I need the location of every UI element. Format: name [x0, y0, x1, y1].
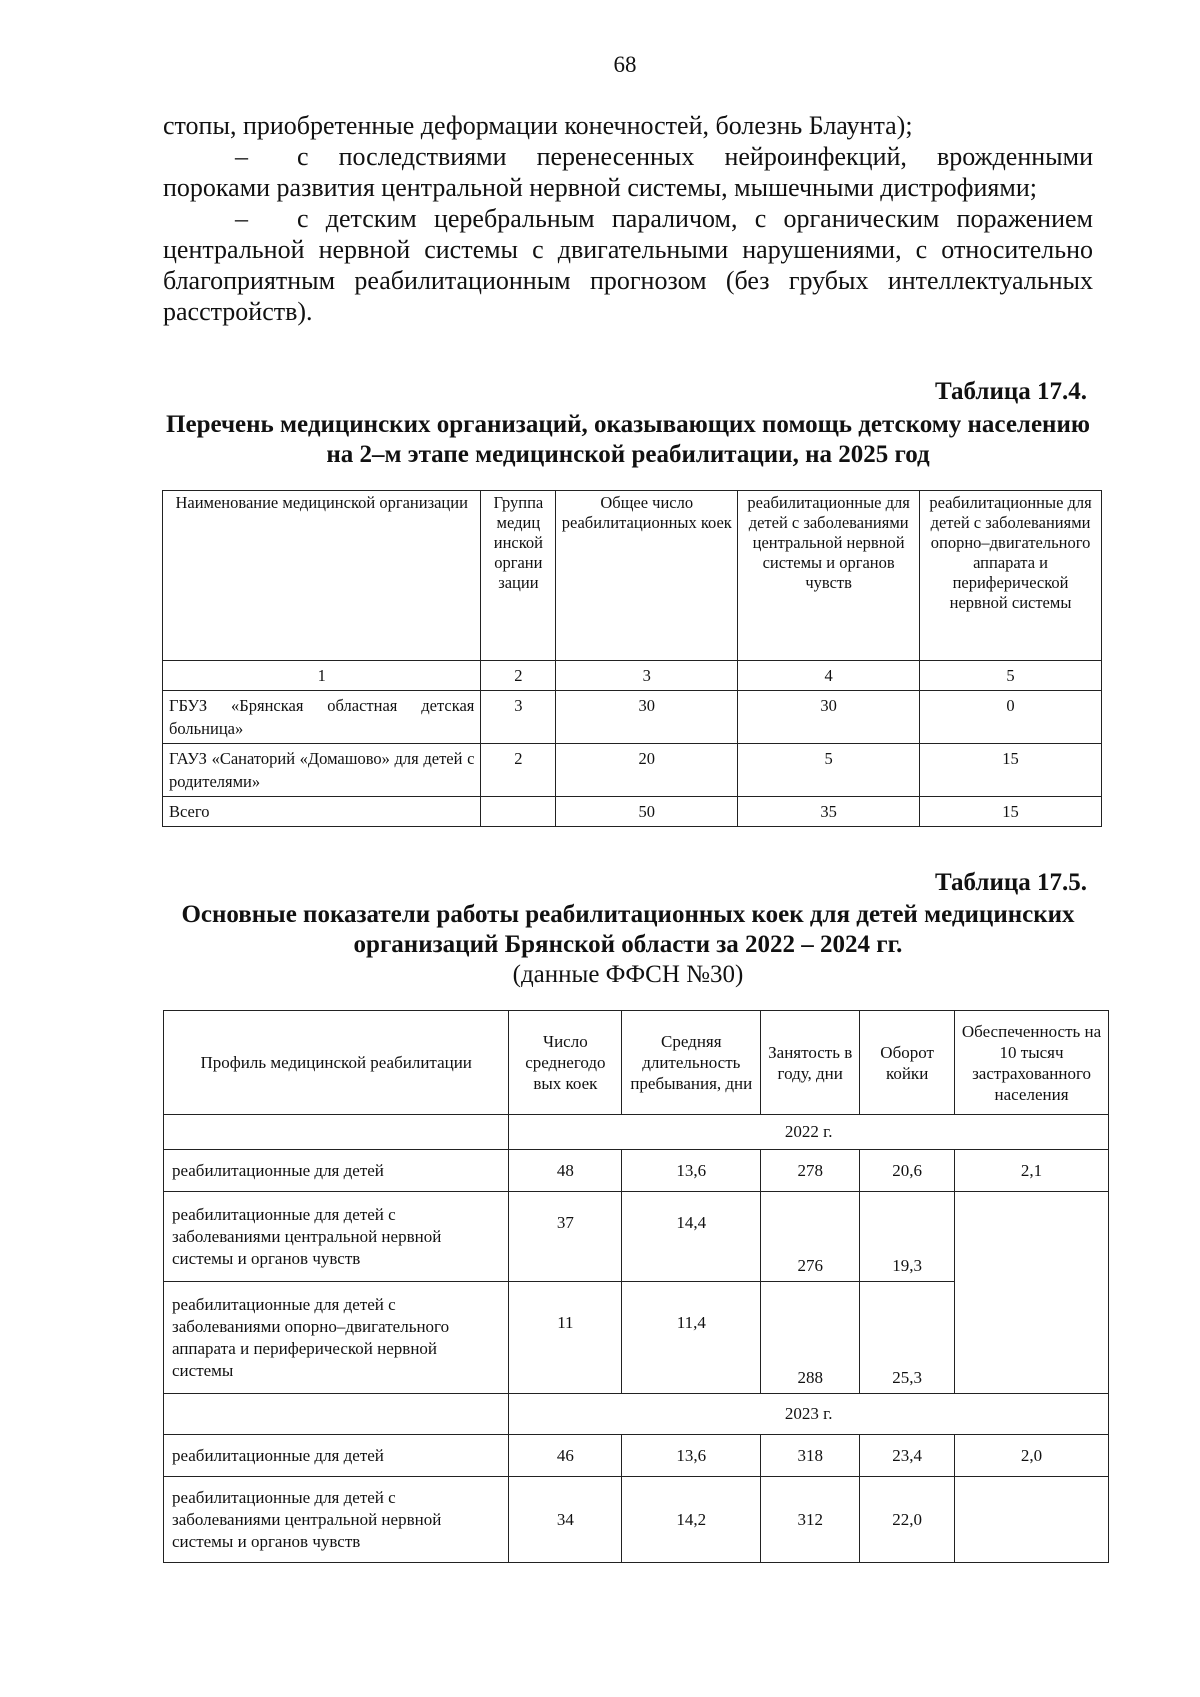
- table-row: [164, 1435, 1109, 1477]
- column-header: Занятость в году, дни: [761, 1011, 860, 1115]
- empty-cell: [164, 1115, 509, 1150]
- org-name: ГАУЗ «Санаторий «Домашово» для детей с родителями»: [163, 744, 481, 797]
- table-row: [164, 1150, 1109, 1192]
- cns-beds: 30: [738, 691, 920, 744]
- table-17-4: [162, 490, 1102, 827]
- table-row: [164, 1477, 1109, 1563]
- column-number: 3: [556, 661, 738, 691]
- occupancy-value: 318: [761, 1435, 860, 1477]
- stay-value: 14,2: [622, 1477, 761, 1563]
- turnover-value: 25,3: [860, 1282, 955, 1394]
- intro-text: [163, 110, 1093, 327]
- intro-item-1: – с последствиями перенесенных нейроинфекций, врожденными пороками развития центральной нервной системы, мышечными дистрофиями;: [163, 142, 1093, 202]
- oda-beds: 0: [920, 691, 1102, 744]
- org-group: 2: [481, 744, 556, 797]
- column-header: Группа медиц инской органи зации: [481, 491, 556, 661]
- stay-value: 13,6: [622, 1435, 761, 1477]
- table-row: [163, 691, 1102, 744]
- table1-title: Перечень медицинских организаций, оказывающих помощь детскому населению на 2–м этапе медицинской реабилитации, на 2025 год: [166, 411, 1090, 468]
- total-row: [163, 797, 1102, 827]
- table2-subtitle: (данные ФФСН №30): [512, 961, 744, 988]
- org-name: ГБУЗ «Брянская областная детская больница»: [163, 691, 481, 744]
- column-number-row: [163, 661, 1102, 691]
- table-17-5: [163, 1010, 1109, 1563]
- table2-caption: Таблица 17.5.: [934, 869, 1087, 896]
- turnover-value: 19,3: [860, 1192, 955, 1282]
- occupancy-value: 312: [761, 1477, 860, 1563]
- profile-name: реабилитационные для детей: [164, 1435, 509, 1477]
- org-group: [481, 797, 556, 827]
- oda-beds: 15: [920, 797, 1102, 827]
- occupancy-value: 276: [761, 1192, 860, 1282]
- column-header: Профиль медицинской реабилитации: [164, 1011, 509, 1115]
- oda-beds: 15: [920, 744, 1102, 797]
- column-header: Наименование медицинской организации: [163, 491, 481, 661]
- total-beds: 30: [556, 691, 738, 744]
- column-number: 5: [920, 661, 1102, 691]
- beds-value: 11: [509, 1282, 622, 1394]
- column-header: Общее число реабилитационных коек: [556, 491, 738, 661]
- table-header-row: [164, 1011, 1109, 1115]
- table2-title: Основные показатели работы реабилитационных коек для детей медицинских организаций Брянской области за 2022 – 2024 гг.: [181, 901, 1075, 958]
- table-row: [164, 1192, 1109, 1282]
- total-beds: 20: [556, 744, 738, 797]
- column-header: Число среднегодо вых коек: [509, 1011, 622, 1115]
- cns-beds: 5: [738, 744, 920, 797]
- supply-value: [955, 1477, 1109, 1563]
- table-header-row: [163, 491, 1102, 661]
- beds-value: 37: [509, 1192, 622, 1282]
- column-number: 4: [738, 661, 920, 691]
- supply-value: [955, 1192, 1109, 1394]
- stay-value: 14,4: [622, 1192, 761, 1282]
- intro-item-2: – с детским церебральным параличом, с органическим поражением центральной нервной системы с двигательными нарушениями, с относительно благоприятным реабилитационным прогнозом (без грубых интеллектуальных расстройств).: [163, 204, 1093, 326]
- table-row: [163, 744, 1102, 797]
- turnover-value: 23,4: [860, 1435, 955, 1477]
- supply-value: 2,0: [955, 1435, 1109, 1477]
- column-header: Обеспеченность на 10 тысяч застрахованного населения: [955, 1011, 1109, 1115]
- empty-cell: [164, 1394, 509, 1435]
- profile-name: реабилитационные для детей с заболеваниями опорно–двигательного аппарата и периферической нервной системы: [164, 1282, 509, 1394]
- occupancy-value: 278: [761, 1150, 860, 1192]
- beds-value: 34: [509, 1477, 622, 1563]
- column-header: Средняя длительность пребывания, дни: [622, 1011, 761, 1115]
- profile-name: реабилитационные для детей с заболеваниями центральной нервной системы и органов чувств: [164, 1477, 509, 1563]
- page-number: 68: [613, 52, 637, 77]
- profile-name: реабилитационные для детей с заболеваниями центральной нервной системы и органов чувств: [164, 1192, 509, 1282]
- beds-value: 48: [509, 1150, 622, 1192]
- beds-value: 46: [509, 1435, 622, 1477]
- column-header: реабилитационные для детей с заболеваниями опорно–двигательного аппарата и периферической нервной системы: [920, 491, 1102, 661]
- year-row: [164, 1115, 1109, 1150]
- intro-line: стопы, приобретенные деформации конечностей, болезнь Блаунта);: [163, 111, 913, 140]
- turnover-value: 22,0: [860, 1477, 955, 1563]
- stay-value: 13,6: [622, 1150, 761, 1192]
- supply-value: 2,1: [955, 1150, 1109, 1192]
- occupancy-value: 288: [761, 1282, 860, 1394]
- org-name: Всего: [163, 797, 481, 827]
- total-beds: 50: [556, 797, 738, 827]
- org-group: 3: [481, 691, 556, 744]
- cns-beds: 35: [738, 797, 920, 827]
- dash: –: [235, 204, 248, 233]
- column-number: 2: [481, 661, 556, 691]
- column-number: 1: [163, 661, 481, 691]
- table1-caption: Таблица 17.4.: [934, 378, 1087, 405]
- stay-value: 11,4: [622, 1282, 761, 1394]
- turnover-value: 20,6: [860, 1150, 955, 1192]
- year-row: [164, 1394, 1109, 1435]
- profile-name: реабилитационные для детей: [164, 1150, 509, 1192]
- year-label: 2022 г.: [509, 1115, 1109, 1150]
- column-header: Оборот койки: [860, 1011, 955, 1115]
- dash: –: [235, 142, 248, 171]
- year-label: 2023 г.: [509, 1394, 1109, 1435]
- column-header: реабилитационные для детей с заболеваниями центральной нервной системы и органов чувств: [738, 491, 920, 661]
